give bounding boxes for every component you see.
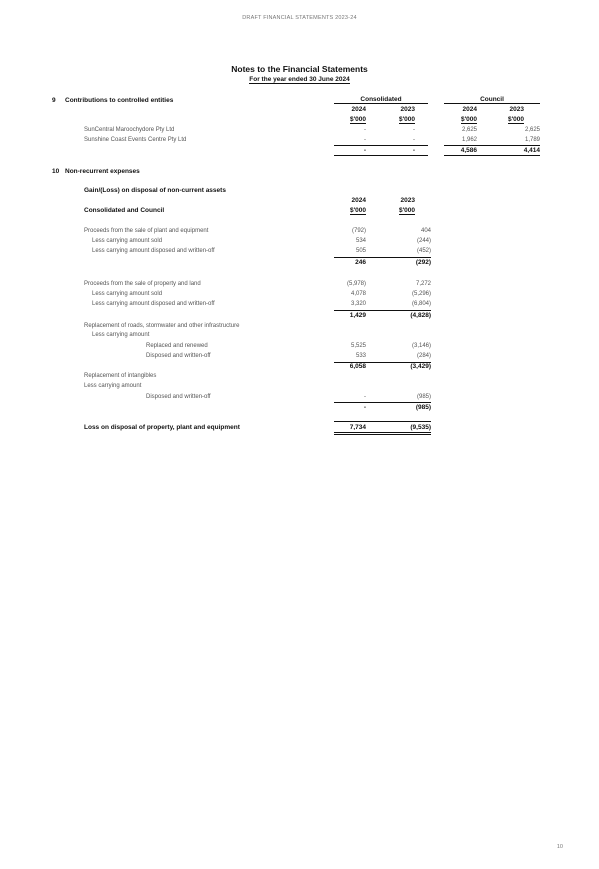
n9-row2-v3: 1,962 <box>461 137 477 143</box>
land-subtotal-v1: 1,429 <box>349 312 366 319</box>
n9-row1-label: SunCentral Maroochydore Pty Ltd <box>84 127 175 133</box>
land-sold-v2: (5,296) <box>411 291 431 297</box>
n9-unit-3-text: $'000 <box>460 116 477 123</box>
infra-replaced-v1: 5,525 <box>350 343 366 349</box>
n9-unit-2-text: $'000 <box>398 116 415 123</box>
group-consolidated: Consolidated <box>334 96 428 104</box>
infra-subtotal-v1: 6,058 <box>349 363 366 370</box>
land-subtotal-rule <box>334 310 431 311</box>
note10-number: 10 <box>52 168 60 175</box>
n9-total-v4: 4,414 <box>523 147 540 154</box>
intang-disposed-label: Disposed and written-off <box>146 394 211 400</box>
n9-rule-bottom-consolidated <box>334 155 428 156</box>
ppe-subtotal-v2: (292) <box>415 259 431 266</box>
n10-unit-1 <box>343 207 366 214</box>
infra-replaced-label: Replaced and renewed <box>146 343 208 349</box>
n9-unit-1 <box>343 116 366 123</box>
ppe-sold-v2: (244) <box>416 238 431 244</box>
land-sold-v1: 4,078 <box>350 291 366 297</box>
intang-heading: Replacement of intangibles <box>84 373 157 379</box>
n10-table-label: Consolidated and Council <box>84 207 165 214</box>
infra-heading: Replacement of roads, stormwater and other infrastructure <box>84 323 240 329</box>
land-disposed-v2: (6,804) <box>411 301 431 307</box>
n10-unit-1-text: $'000 <box>349 207 366 214</box>
land-subtotal-v2: (4,828) <box>410 312 431 319</box>
n9-year-1: 2024 <box>351 106 366 113</box>
ppe-disposed-v2: (452) <box>416 248 431 254</box>
land-proceeds-v1: (5,978) <box>346 281 366 287</box>
note10-subheading: Gain/(Loss) on disposal of non-current assets <box>84 187 226 194</box>
infra-disposed-v1: 533 <box>355 353 366 359</box>
n9-year-3: 2024 <box>462 106 477 113</box>
n9-row1-v1: - <box>364 127 366 133</box>
n9-rule-top-council <box>444 145 540 146</box>
land-disposed-label: Less carrying amount disposed and written-off <box>92 301 215 307</box>
running-header: DRAFT FINANCIAL STATEMENTS 2023-24 <box>242 15 357 21</box>
n9-row2-v4: 1,789 <box>524 137 540 143</box>
land-disposed-v1: 3,320 <box>350 301 366 307</box>
n9-unit-4-text: $'000 <box>507 116 524 123</box>
n9-total-v3: 4,586 <box>460 147 477 154</box>
n10-year-1: 2024 <box>351 197 366 204</box>
n10-year-2: 2023 <box>400 197 415 204</box>
n9-unit-4 <box>501 116 524 123</box>
n9-row1-v4: 2,625 <box>524 127 540 133</box>
ppe-sold-label: Less carrying amount sold <box>92 238 163 244</box>
intang-subtotal-v2: (985) <box>415 404 431 411</box>
intang-subtotal-rule <box>334 402 431 403</box>
infra-disposed-v2: (284) <box>416 353 431 359</box>
n9-unit-1-text: $'000 <box>349 116 366 123</box>
group-council: Council <box>444 96 540 104</box>
page-subtitle <box>0 76 599 83</box>
note9-heading: Contributions to controlled entities <box>65 97 174 104</box>
n9-rule-bottom-council <box>444 155 540 156</box>
ppe-subtotal-rule <box>334 257 431 258</box>
ppe-sold-v1: 534 <box>355 238 366 244</box>
land-proceeds-v2: 7,272 <box>415 281 431 287</box>
loss-v2: (9,535) <box>410 424 431 431</box>
n10-unit-2-text: $'000 <box>398 207 415 214</box>
infra-disposed-label: Disposed and written-off <box>146 353 211 359</box>
n9-row1-v2: - <box>413 127 415 133</box>
n9-row2-v2: - <box>413 137 415 143</box>
ppe-proceeds-label: Proceeds from the sale of plant and equipment <box>84 228 209 234</box>
page-title: Notes to the Financial Statements <box>231 64 368 74</box>
ppe-proceeds-v2: 404 <box>420 228 431 234</box>
n9-rule-top-consolidated <box>334 145 428 146</box>
intang-sub: Less carrying amount <box>84 383 142 389</box>
n9-row1-v3: 2,625 <box>461 127 477 133</box>
ppe-disposed-label: Less carrying amount disposed and written-off <box>92 248 215 254</box>
n9-year-2: 2023 <box>400 106 415 113</box>
loss-v1: 7,734 <box>349 424 366 431</box>
loss-label: Loss on disposal of property, plant and equipment <box>84 424 240 431</box>
note10-heading: Non-recurrent expenses <box>65 168 140 175</box>
infra-subtotal-v2: (3,429) <box>410 363 431 370</box>
loss-rule-bottom-2 <box>334 434 431 435</box>
land-sold-label: Less carrying amount sold <box>92 291 163 297</box>
intang-subtotal-v1: - <box>363 404 366 411</box>
intang-disposed-v2: (985) <box>416 394 431 400</box>
subtitle-text: For the year ended 30 June 2024 <box>249 76 350 83</box>
n10-unit-2 <box>392 207 415 214</box>
n9-total-v1: - <box>363 147 366 154</box>
loss-rule-bottom-1 <box>334 432 431 433</box>
n9-row2-label: Sunshine Coast Events Centre Pty Ltd <box>84 137 187 143</box>
infra-replaced-v2: (3,146) <box>411 343 431 349</box>
note9-number: 9 <box>52 97 56 104</box>
n9-row2-v1: - <box>364 137 366 143</box>
ppe-disposed-v1: 505 <box>355 248 366 254</box>
ppe-proceeds-v1: (792) <box>351 228 366 234</box>
n9-unit-2 <box>392 116 415 123</box>
page-number: 10 <box>556 844 563 850</box>
loss-rule-top <box>334 421 431 422</box>
n9-year-4: 2023 <box>509 106 524 113</box>
n9-unit-3 <box>454 116 477 123</box>
intang-disposed-v1: - <box>364 394 366 400</box>
infra-sub: Less carrying amount <box>92 332 150 338</box>
n9-total-v2: - <box>412 147 415 154</box>
ppe-subtotal-v1: 246 <box>355 259 366 266</box>
land-proceeds-label: Proceeds from the sale of property and land <box>84 281 201 287</box>
